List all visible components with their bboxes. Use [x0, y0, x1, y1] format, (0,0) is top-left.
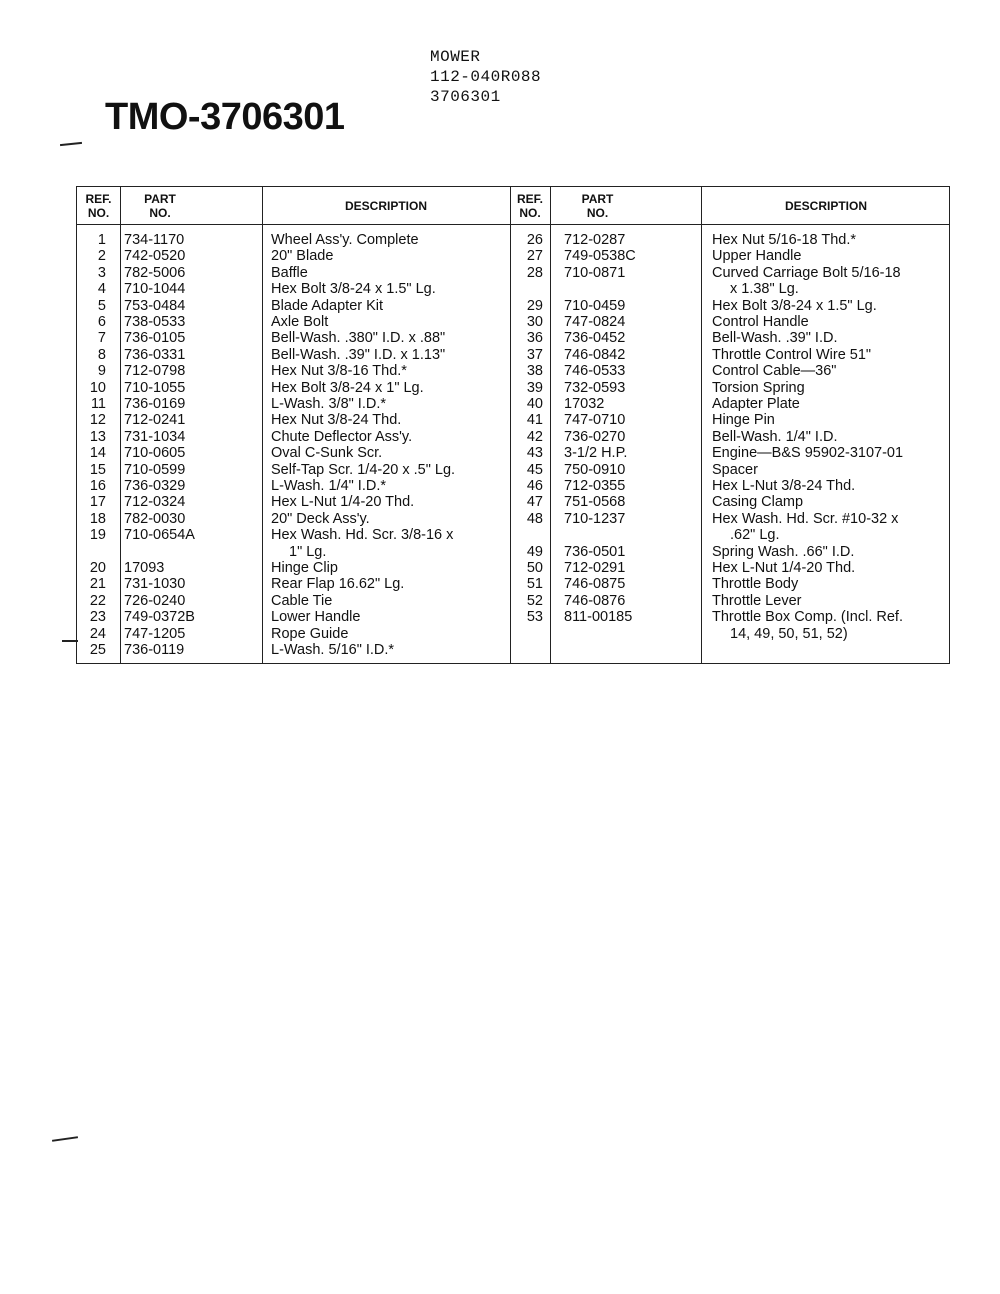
part-number: 712-0798	[124, 363, 186, 380]
part-number: 3-1/2 H.P.	[564, 445, 628, 462]
ref-number: 15	[89, 461, 106, 478]
part-description: Chute Deflector Ass'y.	[271, 428, 413, 445]
part-number: 710-0654A	[124, 527, 195, 544]
part-description: L-Wash. 5/16" I.D.*	[271, 642, 395, 658]
part-description: Hex L-Nut 1/4-20 Thd.	[271, 494, 415, 511]
part-number: 747-0710	[564, 412, 626, 429]
table-row	[77, 347, 949, 363]
ref-number: 51	[526, 576, 543, 593]
part-number: 736-0169	[124, 396, 186, 412]
ref-number: 49	[526, 543, 543, 560]
part-description: 20" Deck Ass'y.	[271, 510, 370, 527]
ref-number: 5	[97, 297, 106, 314]
part-description: 20" Blade	[271, 248, 334, 265]
part-number: 750-0910	[564, 461, 626, 478]
part-number: 742-0520	[124, 248, 186, 265]
table-row	[77, 248, 949, 264]
part-number: 746-0875	[564, 576, 626, 593]
part-number: 736-0270	[564, 428, 626, 445]
part-description: Casing Clamp	[712, 494, 804, 511]
part-description: Cable Tie	[271, 592, 333, 609]
ref-number: 27	[526, 248, 543, 265]
part-number: 811-00185	[564, 609, 633, 626]
table-row	[77, 281, 949, 297]
table-row	[77, 232, 949, 248]
ref-number: 30	[526, 314, 543, 330]
ref-number: 39	[526, 379, 543, 396]
ref-number: 50	[526, 560, 543, 576]
part-number: 17032	[564, 396, 605, 412]
part-description: Upper Handle	[712, 248, 802, 265]
part-description: Hex Bolt 3/8-24 x 1" Lg.	[271, 379, 424, 396]
part-number: 731-1030	[124, 576, 186, 593]
part-description-continued: 1" Lg.	[289, 543, 327, 560]
ref-number: 1	[97, 232, 106, 248]
part-number: 736-0452	[564, 330, 626, 347]
ref-number: 52	[526, 592, 543, 609]
part-number: 712-0324	[124, 494, 186, 511]
part-description: Hex Nut 5/16-18 Thd.*	[712, 232, 857, 248]
ref-number: 29	[526, 297, 543, 314]
part-number: 736-0119	[124, 642, 185, 658]
header-description: DESCRIPTION	[344, 199, 427, 213]
part-description: Bell-Wash. .380" I.D. x .88"	[271, 330, 446, 347]
part-number: 782-5006	[124, 264, 186, 281]
header-part-no: PART NO.	[144, 192, 176, 220]
part-number: 710-0871	[564, 264, 626, 281]
part-description: Blade Adapter Kit	[271, 297, 384, 314]
part-description: Throttle Body	[712, 576, 799, 593]
part-description: Hex L-Nut 3/8-24 Thd.	[712, 478, 856, 494]
part-number: 749-0538C	[564, 248, 636, 265]
table-row	[77, 478, 949, 494]
part-description: Oval C-Sunk Scr.	[271, 445, 383, 462]
scan-mark-top	[60, 142, 82, 146]
ref-number: 41	[526, 412, 543, 429]
table-row	[77, 298, 949, 314]
part-number: 736-0501	[564, 543, 626, 560]
part-description: Hex Bolt 3/8-24 x 1.5" Lg.	[271, 281, 436, 298]
part-description: Throttle Control Wire 51"	[712, 346, 872, 363]
ref-number: 17	[89, 494, 106, 511]
part-description-continued: x 1.38" Lg.	[730, 281, 799, 298]
part-number: 17093	[124, 560, 165, 576]
part-description: Hex Wash. Hd. Scr. #10-32 x	[712, 510, 899, 527]
part-description: Adapter Plate	[712, 396, 800, 412]
ref-number: 7	[97, 330, 106, 347]
ref-number: 37	[526, 346, 543, 363]
ref-number: 23	[89, 609, 106, 626]
table-row	[77, 445, 949, 461]
ref-number: 2	[97, 248, 106, 265]
part-number: 782-0030	[124, 510, 186, 527]
header-description-right: DESCRIPTION	[784, 199, 867, 213]
ref-number: 3	[97, 264, 106, 281]
part-number: 746-0842	[564, 346, 626, 363]
part-number: 734-1170	[124, 232, 185, 248]
part-number: 732-0593	[564, 379, 626, 396]
part-description: Hex Bolt 3/8-24 x 1.5" Lg.	[712, 297, 877, 314]
ref-number: 46	[526, 478, 543, 494]
part-number: 747-0824	[564, 314, 626, 330]
ref-number: 16	[89, 478, 106, 494]
ref-number: 47	[526, 494, 543, 511]
ref-number: 28	[526, 264, 543, 281]
table-row	[77, 380, 949, 396]
part-number: 710-0459	[564, 297, 626, 314]
part-number: 712-0241	[124, 412, 186, 429]
header-ref-no-right: REF. NO.	[516, 192, 543, 220]
part-number: 749-0372B	[124, 609, 195, 626]
part-description: Throttle Box Comp. (Incl. Ref.	[712, 609, 903, 626]
part-number: 751-0568	[564, 494, 626, 511]
ref-number: 36	[526, 330, 543, 347]
ref-number: 10	[89, 379, 106, 396]
table-row	[77, 576, 949, 592]
part-number: 712-0287	[564, 232, 626, 248]
ref-number: 6	[97, 314, 106, 330]
part-description-continued: .62" Lg.	[730, 527, 780, 544]
part-number: 753-0484	[124, 297, 186, 314]
parts-table	[76, 186, 950, 664]
header-line-3: 3706301	[430, 88, 501, 106]
ref-number: 40	[526, 396, 543, 412]
part-number: 746-0533	[564, 363, 626, 380]
part-description: Baffle	[271, 264, 308, 281]
ref-number: 22	[89, 592, 106, 609]
part-description: Spacer	[712, 461, 758, 478]
table-row	[77, 396, 949, 412]
table-row	[77, 314, 949, 330]
part-description: Engine—B&S 95902-3107-01	[712, 445, 904, 462]
ref-number: 9	[97, 363, 106, 380]
ref-number: 42	[526, 428, 543, 445]
part-description: Lower Handle	[271, 609, 361, 626]
ref-number: 53	[526, 609, 543, 626]
ref-number: 13	[89, 428, 106, 445]
part-description: Bell-Wash. .39" I.D. x 1.13"	[271, 346, 446, 363]
ref-number: 14	[89, 445, 106, 462]
part-number: 736-0105	[124, 330, 186, 347]
ref-number: 12	[89, 412, 106, 429]
part-description: Hinge Clip	[271, 560, 338, 576]
part-number: 736-0331	[124, 346, 186, 363]
part-description: Rope Guide	[271, 625, 349, 642]
part-description: Hex Nut 3/8-16 Thd.*	[271, 363, 407, 380]
ref-number: 18	[89, 510, 106, 527]
ref-number: 45	[526, 461, 543, 478]
ref-number: 38	[526, 363, 543, 380]
ref-number: 8	[97, 346, 106, 363]
part-description: L-Wash. 3/8" I.D.*	[271, 396, 387, 412]
header-line-2: 112-040R088	[430, 68, 542, 86]
part-description: Hex Nut 3/8-24 Thd.	[271, 412, 402, 429]
scan-mark-bottom	[52, 1136, 78, 1142]
part-description: Hinge Pin	[712, 412, 775, 429]
table-row	[77, 544, 949, 560]
part-description: Torsion Spring	[712, 379, 805, 396]
part-number: 710-0599	[124, 461, 186, 478]
table-row	[77, 593, 949, 609]
ref-number: 24	[89, 625, 106, 642]
part-number: 747-1205	[124, 625, 186, 642]
ref-number: 43	[526, 445, 543, 462]
part-number: 710-0605	[124, 445, 186, 462]
table-row	[77, 429, 949, 445]
table-row	[77, 462, 949, 478]
ref-number: 26	[526, 232, 543, 248]
part-number: 736-0329	[124, 478, 186, 494]
part-description: Bell-Wash. .39" I.D.	[712, 330, 838, 347]
part-number: 710-1237	[564, 510, 626, 527]
table-row	[77, 642, 949, 658]
header-line-1: MOWER	[430, 48, 481, 66]
ref-number: 48	[526, 510, 543, 527]
table-row	[77, 494, 949, 510]
header-divider	[77, 224, 949, 225]
part-description-continued: 14, 49, 50, 51, 52)	[730, 625, 848, 642]
header-part-no-right: PART NO.	[581, 192, 614, 220]
ref-number: 11	[90, 396, 106, 412]
ref-number: 21	[89, 576, 106, 593]
part-description: Wheel Ass'y. Complete	[271, 232, 419, 248]
part-description: Hex Wash. Hd. Scr. 3/8-16 x	[271, 527, 454, 544]
part-number: 712-0355	[564, 478, 626, 494]
table-row	[77, 412, 949, 428]
part-description: Bell-Wash. 1/4" I.D.	[712, 428, 838, 445]
ref-number: 20	[89, 560, 106, 576]
table-row	[77, 363, 949, 379]
part-number: 746-0876	[564, 592, 626, 609]
part-description: L-Wash. 1/4" I.D.*	[271, 478, 387, 494]
part-number: 738-0533	[124, 314, 186, 330]
ref-number: 25	[89, 642, 106, 658]
part-description: Throttle Lever	[712, 592, 802, 609]
part-number: 726-0240	[124, 592, 186, 609]
header-ref-no: REF. NO.	[85, 192, 112, 220]
document-title: TMO-3706301	[105, 96, 345, 138]
part-description: Hex L-Nut 1/4-20 Thd.	[712, 560, 856, 576]
part-description: Rear Flap 16.62" Lg.	[271, 576, 405, 593]
part-number: 712-0291	[564, 560, 626, 576]
ref-number: 4	[97, 281, 106, 298]
part-description: Spring Wash. .66" I.D.	[712, 543, 855, 560]
part-description: Control Cable—36"	[712, 363, 837, 380]
part-description: Curved Carriage Bolt 5/16-18	[712, 264, 901, 281]
part-number: 710-1044	[124, 281, 186, 298]
part-description: Self-Tap Scr. 1/4-20 x .5" Lg.	[271, 461, 456, 478]
ref-number: 19	[89, 527, 106, 544]
part-description: Axle Bolt	[271, 314, 329, 330]
part-number: 731-1034	[124, 428, 186, 445]
part-number: 710-1055	[124, 379, 186, 396]
part-description: Control Handle	[712, 314, 809, 330]
table-row	[77, 330, 949, 346]
table-row	[77, 560, 949, 576]
